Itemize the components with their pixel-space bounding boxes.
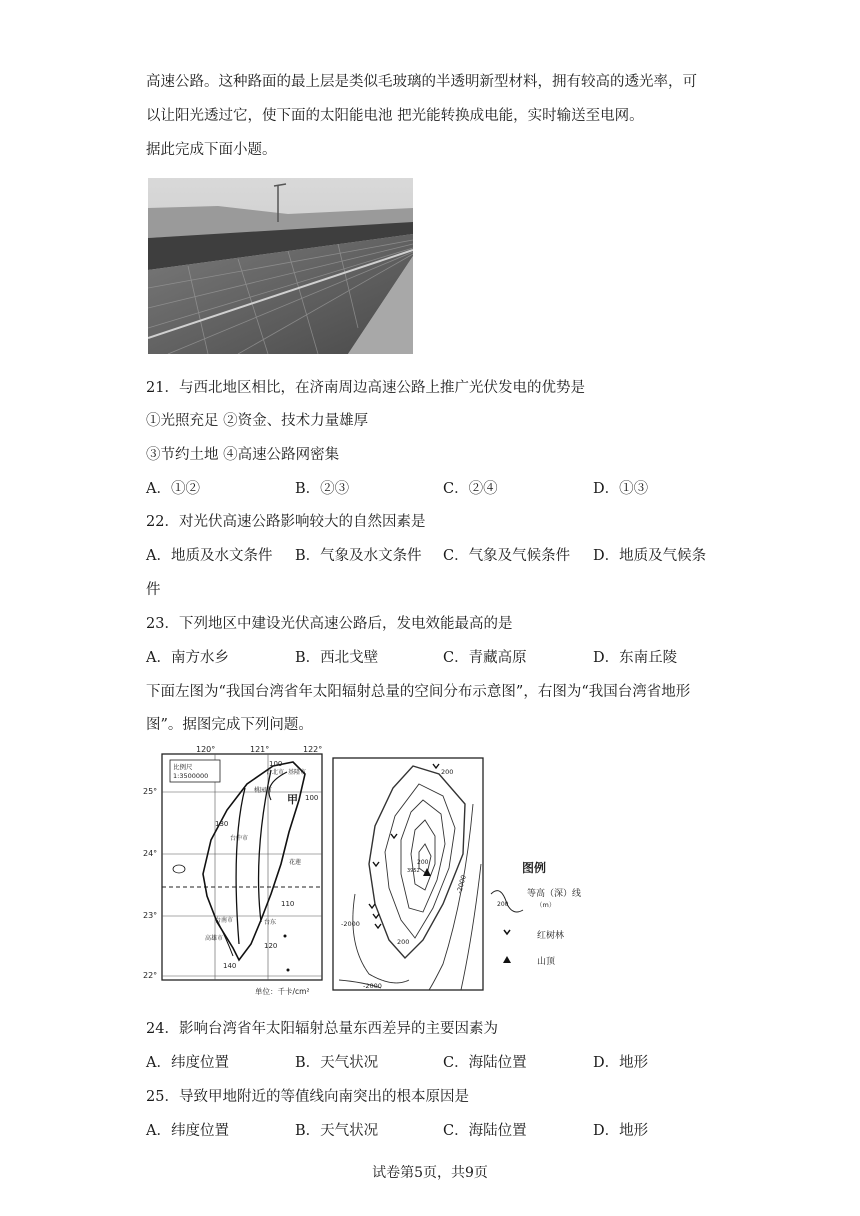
legend-contour-sample: 200 (497, 901, 509, 908)
solar-highway-photo (148, 178, 413, 354)
taiwan-maps-figure (143, 744, 613, 1006)
q21-option-d[interactable]: D．①③ (593, 481, 649, 497)
legend-contour-unit: （m） (536, 901, 556, 909)
city-taipei: 台北市 (266, 769, 285, 776)
q25-stem: 25．导致甲地附近的等值线向南突出的根本原因是 (146, 1089, 469, 1105)
intro-line-3: 据此完成下面小题。 (146, 142, 277, 158)
legend-title: 图例 (522, 861, 547, 875)
q22-option-c[interactable]: C．气象及气候条件 (443, 548, 571, 564)
contour-label-200-center: 200 (417, 859, 429, 866)
contour-label-200-north: 200 (441, 768, 454, 776)
contour-label-200-south: 200 (397, 938, 410, 946)
radiation-unit: 单位：千卡/cm² (255, 987, 310, 996)
q25-option-b[interactable]: B．天气状况 (295, 1123, 379, 1139)
q21-option-b[interactable]: B．②③ (295, 481, 350, 497)
page-footer: 试卷第5页，共9页 (372, 1165, 488, 1181)
q25-option-c[interactable]: C．海陆位置 (443, 1123, 527, 1139)
scale-value: 1:3500000 (173, 772, 209, 780)
contour-label-neg2000-south: -2000 (363, 982, 382, 990)
iso-value-110: 110 (281, 900, 295, 908)
location-jia: 甲 (287, 793, 298, 806)
q25-option-d[interactable]: D．地形 (593, 1123, 649, 1139)
q23-option-c[interactable]: C．青藏高原 (443, 650, 527, 666)
q25-option-a[interactable]: A．纬度位置 (146, 1123, 229, 1139)
q22-stem: 22．对光伏高速公路影响较大的自然因素是 (146, 514, 426, 530)
city-taitung: 台东 (264, 919, 277, 926)
q23-stem: 23．下列地区中建设光伏高速公路后，发电效能最高的是 (146, 616, 513, 632)
intro-line-2: 以让阳光透过它，使下面的太阳能电池 把光能转换成电能，实时输送至电网。 (146, 108, 644, 124)
mangrove-legend-icon (504, 930, 510, 934)
q24-option-c[interactable]: C．海陆位置 (443, 1055, 527, 1071)
q24-option-d[interactable]: D．地形 (593, 1055, 649, 1071)
q21-stem: 21．与西北地区相比，在济南周边高速公路上推广光伏发电的优势是 (146, 380, 585, 396)
iso-value-140: 140 (223, 962, 237, 970)
lat-label-23: 23° (143, 911, 158, 920)
q21-option-c[interactable]: C．②④ (443, 481, 498, 497)
iso-value-100-north: 100 (269, 760, 283, 768)
iso-value-100-east: 100 (305, 794, 319, 802)
map-intro-line-1: 下面左图为“我国台湾省年太阳辐射总量的空间分布示意图”，右图为“我国台湾省地形 (146, 684, 691, 700)
lon-label-120: 120° (196, 745, 216, 754)
legend-contour-label: 等高（深）线 (527, 889, 582, 899)
q21-items-2: ③节约土地 ④高速公路网密集 (146, 447, 340, 463)
city-taoyuan: 桃园市 (254, 787, 273, 794)
q24-stem: 24．影响台湾省年太阳辐射总量东西差异的主要因素为 (146, 1021, 498, 1037)
lat-label-22: 22° (143, 971, 158, 980)
q21-items-1: ①光照充足 ②资金、技术力量雄厚 (146, 413, 369, 429)
q23-option-d[interactable]: D．东南丘陵 (593, 650, 678, 666)
q22-option-d[interactable]: D．地质及气候条 (593, 548, 707, 564)
city-keelung: 基隆市 (288, 769, 307, 776)
peak-elevation: 3952 (407, 868, 420, 874)
terrain-map (333, 758, 483, 990)
q22-option-a[interactable]: A．地质及水文条件 (146, 548, 273, 564)
city-kaohsiung: 高雄市 (205, 935, 224, 942)
scale-title: 比例尺 (173, 763, 193, 771)
legend-mangrove: 红树林 (537, 931, 565, 941)
map-legend (491, 860, 581, 967)
q22-option-b[interactable]: B．气象及水文条件 (295, 548, 422, 564)
lon-label-121: 121° (250, 745, 270, 754)
contour-label-neg2000-east: -2000 (455, 874, 468, 895)
lat-label-24: 24° (143, 849, 158, 858)
lon-label-122: 122° (303, 745, 323, 754)
contour-label-neg2000-west: -2000 (341, 920, 360, 928)
solar-radiation-map (143, 745, 322, 996)
intro-line-1: 高速公路。这种路面的最上层是类似毛玻璃的半透明新型材料，拥有较高的透光率，可 (146, 74, 697, 90)
city-hualien: 花莲 (289, 859, 302, 866)
map-intro-line-2: 图”。据图完成下列问题。 (146, 717, 313, 733)
q23-option-a[interactable]: A．南方水乡 (146, 650, 229, 666)
city-tainan: 台南市 (215, 917, 234, 924)
city-taichung: 台中市 (230, 835, 249, 842)
q24-option-a[interactable]: A．纬度位置 (146, 1055, 229, 1071)
iso-value-120: 120 (264, 942, 278, 950)
q24-option-b[interactable]: B．天气状况 (295, 1055, 379, 1071)
legend-peak: 山顶 (537, 957, 556, 967)
iso-value-130: 130 (215, 820, 229, 828)
q21-option-a[interactable]: A．①② (146, 481, 200, 497)
lat-label-25: 25° (143, 787, 158, 796)
q22-option-d-wrap: 件 (146, 582, 161, 598)
q23-option-b[interactable]: B．西北戈壁 (295, 650, 379, 666)
peak-legend-icon (503, 956, 511, 963)
